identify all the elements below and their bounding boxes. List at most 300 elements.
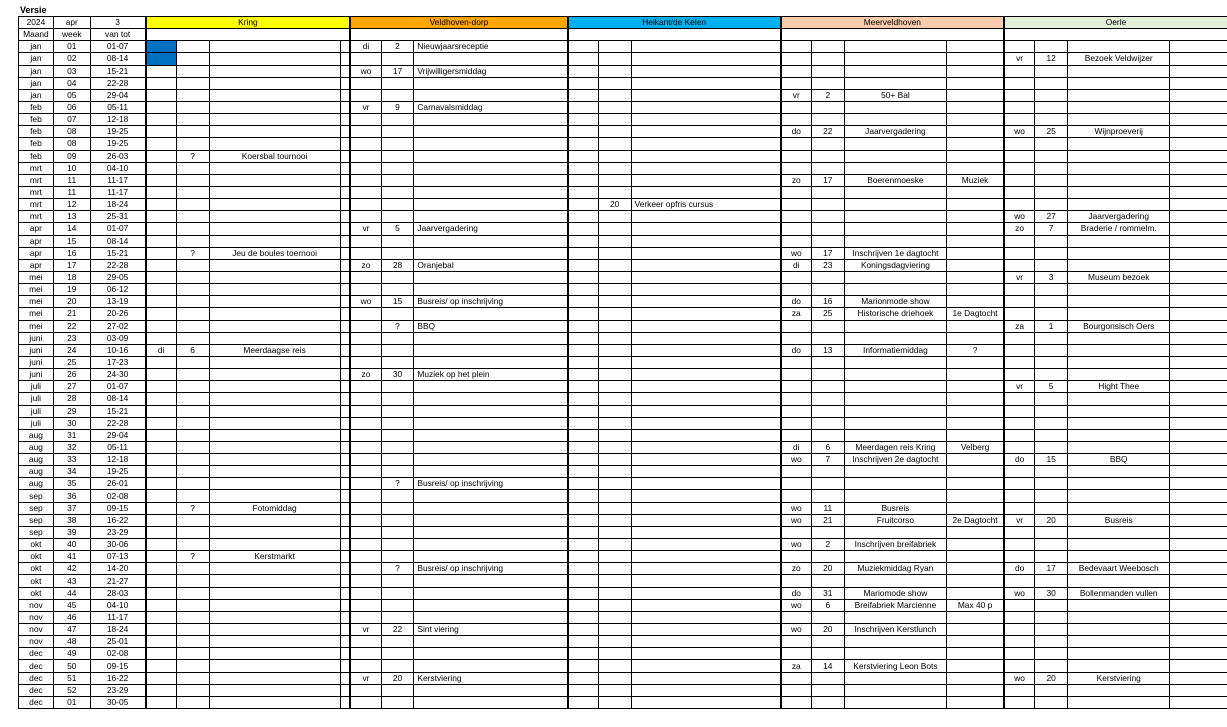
kring-day-cell (146, 575, 177, 587)
oerle-date-cell (1035, 259, 1068, 271)
kring-day-cell (146, 284, 177, 296)
oerle-spare-cell (1170, 575, 1227, 587)
veldhoven-date-cell: 5 (381, 223, 414, 235)
week-cell: 26 (53, 369, 90, 381)
range-cell: 27-02 (90, 320, 145, 332)
heikant-activity-cell (631, 563, 781, 575)
oerle-date-cell (1035, 41, 1068, 53)
table-row (19, 114, 1227, 126)
kring-activity-cell (209, 77, 340, 89)
meer-note-cell (947, 648, 1004, 660)
oerle-subheader (1004, 29, 1227, 41)
veldhoven-day-cell (350, 575, 381, 587)
heikant-date-cell (598, 284, 631, 296)
veldhoven-activity-cell (414, 539, 568, 551)
heikant-day-cell (568, 126, 599, 138)
heikant-date-cell (598, 526, 631, 538)
oerle-spare-cell (1170, 53, 1227, 65)
veldhoven-activity-cell (414, 235, 568, 247)
kring-date-cell (176, 296, 209, 308)
month-cell: okt (19, 539, 54, 551)
oerle-date-cell (1035, 247, 1068, 259)
oerle-date-cell (1035, 284, 1068, 296)
kring-date-cell (176, 429, 209, 441)
range-cell: 03-09 (90, 332, 145, 344)
week-cell: 15 (53, 235, 90, 247)
meer-date-cell (811, 162, 844, 174)
heikant-date-cell (598, 405, 631, 417)
kring-spare-cell (340, 405, 350, 417)
veldhoven-day-cell (350, 162, 381, 174)
heikant-date-cell (598, 672, 631, 684)
veldhoven-activity-cell (414, 636, 568, 648)
oerle-activity-cell (1068, 502, 1170, 514)
kring-spare-cell (340, 101, 350, 113)
heikant-date-cell (598, 551, 631, 563)
table-row (19, 369, 1227, 381)
week-cell: 29 (53, 405, 90, 417)
meer-activity-cell: Historische driehoek (844, 308, 946, 320)
table-row (19, 454, 1227, 466)
week-cell: 44 (53, 587, 90, 599)
heikant-activity-cell (631, 696, 781, 708)
veldhoven-date-cell (381, 660, 414, 672)
meer-date-cell (811, 101, 844, 113)
meer-day-cell: wo (781, 599, 812, 611)
heikant-day-cell (568, 429, 599, 441)
kring-date-cell (176, 199, 209, 211)
month-cell: dec (19, 696, 54, 708)
meer-activity-cell (844, 41, 946, 53)
heikant-date-cell (598, 539, 631, 551)
meer-day-cell (781, 429, 812, 441)
oerle-activity-cell: BBQ (1068, 454, 1170, 466)
meer-date-cell: 25 (811, 308, 844, 320)
range-cell: 08-14 (90, 235, 145, 247)
kring-day-cell (146, 514, 177, 526)
meer-subheader (781, 29, 1004, 41)
oerle-day-cell (1004, 417, 1035, 429)
meer-day-cell: zo (781, 563, 812, 575)
kring-spare-cell (340, 65, 350, 77)
oerle-date-cell (1035, 599, 1068, 611)
table-row (19, 356, 1227, 368)
oerle-date-cell: 15 (1035, 454, 1068, 466)
oerle-day-cell (1004, 441, 1035, 453)
kring-spare-cell (340, 259, 350, 271)
veldhoven-activity-cell: Busreis/ op inschrijving (414, 563, 568, 575)
meer-note-cell (947, 478, 1004, 490)
meer-activity-cell (844, 417, 946, 429)
veldhoven-activity-cell (414, 138, 568, 150)
kring-activity-cell (209, 186, 340, 198)
veldhoven-date-cell (381, 174, 414, 186)
month-cell: feb (19, 138, 54, 150)
range-cell: 04-10 (90, 599, 145, 611)
veldhoven-activity-cell (414, 199, 568, 211)
kring-spare-cell (340, 77, 350, 89)
meer-activity-cell (844, 53, 946, 65)
heikant-activity-cell (631, 101, 781, 113)
veldhoven-day-cell: vr (350, 223, 381, 235)
oerle-day-cell (1004, 660, 1035, 672)
meer-activity-cell: Meerdagen reis Kring (844, 441, 946, 453)
oerle-activity-cell (1068, 356, 1170, 368)
heikant-day-cell (568, 514, 599, 526)
heikant-activity-cell (631, 417, 781, 429)
oerle-activity-cell (1068, 696, 1170, 708)
veldhoven-date-cell (381, 551, 414, 563)
month-cell: okt (19, 551, 54, 563)
veldhoven-date-cell (381, 587, 414, 599)
kring-date-cell (176, 126, 209, 138)
month-cell: nov (19, 599, 54, 611)
kring-spare-cell (340, 223, 350, 235)
range-cell: 24-30 (90, 369, 145, 381)
table-row (19, 466, 1227, 478)
veldhoven-date-cell (381, 186, 414, 198)
veldhoven-day-cell (350, 660, 381, 672)
heikant-activity-cell (631, 502, 781, 514)
meer-day-cell (781, 636, 812, 648)
meer-activity-cell: Muziekmiddag Ryan (844, 563, 946, 575)
month-cell: mrt (19, 162, 54, 174)
meer-date-cell (811, 211, 844, 223)
kring-activity-cell (209, 235, 340, 247)
kring-day-cell (146, 563, 177, 575)
veldhoven-day-cell (350, 587, 381, 599)
oerle-day-cell (1004, 247, 1035, 259)
heikant-day-cell (568, 599, 599, 611)
heikant-day-cell (568, 150, 599, 162)
oerle-activity-cell: Braderie / rommelm. (1068, 223, 1170, 235)
kring-activity-cell (209, 199, 340, 211)
heikant-activity-cell (631, 235, 781, 247)
kring-date-cell (176, 332, 209, 344)
oerle-spare-cell (1170, 247, 1227, 259)
month-cell: aug (19, 454, 54, 466)
month-cell: juli (19, 393, 54, 405)
kring-day-cell (146, 65, 177, 77)
veldhoven-date-cell (381, 684, 414, 696)
veldhoven-day-cell (350, 502, 381, 514)
month-cell: jan (19, 65, 54, 77)
oerle-day-cell (1004, 478, 1035, 490)
week-cell: 19 (53, 284, 90, 296)
veldhoven-date-cell (381, 344, 414, 356)
table-row (19, 587, 1227, 599)
meer-day-cell (781, 332, 812, 344)
meer-note-cell (947, 284, 1004, 296)
heikant-date-cell (598, 478, 631, 490)
kring-activity-cell (209, 405, 340, 417)
kring-activity-cell (209, 563, 340, 575)
kring-activity-cell (209, 308, 340, 320)
oerle-spare-cell (1170, 296, 1227, 308)
veldhoven-date-cell: 28 (381, 259, 414, 271)
oerle-date-cell (1035, 296, 1068, 308)
month-cell: mei (19, 308, 54, 320)
oerle-spare-cell (1170, 514, 1227, 526)
oerle-day-cell (1004, 89, 1035, 101)
kring-day-cell (146, 648, 177, 660)
heikant-date-cell (598, 332, 631, 344)
veldhoven-date-cell: 15 (381, 296, 414, 308)
meer-activity-cell (844, 684, 946, 696)
kring-day-cell (146, 441, 177, 453)
oerle-spare-cell (1170, 417, 1227, 429)
oerle-date-cell: 3 (1035, 271, 1068, 283)
kring-activity-cell (209, 356, 340, 368)
week-cell: 23 (53, 332, 90, 344)
month-cell: jan (19, 77, 54, 89)
kring-date-cell (176, 369, 209, 381)
week-cell: 04 (53, 77, 90, 89)
veldhoven-day-cell: vr (350, 624, 381, 636)
month-cell: feb (19, 101, 54, 113)
table-row (19, 174, 1227, 186)
meer-note-cell (947, 490, 1004, 502)
kring-day-cell (146, 660, 177, 672)
veldhoven-date-cell (381, 454, 414, 466)
heikant-activity-cell (631, 393, 781, 405)
oerle-spare-cell (1170, 660, 1227, 672)
table-row (19, 478, 1227, 490)
oerle-day-cell (1004, 101, 1035, 113)
heikant-activity-cell (631, 126, 781, 138)
heikant-activity-cell (631, 539, 781, 551)
heikant-activity-cell (631, 381, 781, 393)
week-cell: 45 (53, 599, 90, 611)
week-cell: 48 (53, 636, 90, 648)
heikant-date-cell (598, 466, 631, 478)
heikant-activity-cell (631, 369, 781, 381)
meer-note-cell (947, 114, 1004, 126)
table-row (19, 296, 1227, 308)
heikant-day-cell (568, 77, 599, 89)
range-cell: 16-22 (90, 514, 145, 526)
meer-activity-cell: 50+ Bal (844, 89, 946, 101)
heikant-day-cell (568, 454, 599, 466)
month-cell: apr (19, 247, 54, 259)
heikant-date-cell (598, 259, 631, 271)
oerle-day-cell (1004, 65, 1035, 77)
kring-date-cell (176, 611, 209, 623)
kring-spare-cell (340, 563, 350, 575)
kring-date-cell (176, 539, 209, 551)
kring-activity-cell (209, 417, 340, 429)
oerle-spare-cell (1170, 259, 1227, 271)
meer-activity-cell: Inschrijven 1e dagtocht (844, 247, 946, 259)
heikant-activity-cell (631, 150, 781, 162)
kring-date-cell (176, 223, 209, 235)
meer-activity-cell (844, 114, 946, 126)
meer-note-cell (947, 356, 1004, 368)
veldhoven-date-cell (381, 356, 414, 368)
kring-day-cell (146, 138, 177, 150)
week-cell: 16 (53, 247, 90, 259)
kring-day-cell (146, 259, 177, 271)
kring-activity-cell (209, 65, 340, 77)
kring-activity-cell (209, 284, 340, 296)
meer-day-cell (781, 101, 812, 113)
range-cell: 15-21 (90, 65, 145, 77)
kring-spare-cell (340, 660, 350, 672)
meer-activity-cell (844, 138, 946, 150)
oerle-activity-cell (1068, 65, 1170, 77)
range-cell: 23-29 (90, 684, 145, 696)
oerle-date-cell (1035, 332, 1068, 344)
week-cell: 08 (53, 138, 90, 150)
oerle-activity-cell (1068, 174, 1170, 186)
kring-date-cell (176, 53, 209, 65)
veldhoven-day-cell (350, 211, 381, 223)
range-cell: 28-03 (90, 587, 145, 599)
table-row (19, 332, 1227, 344)
heikant-date-cell (598, 41, 631, 53)
meer-note-cell (947, 587, 1004, 599)
oerle-spare-cell (1170, 539, 1227, 551)
meer-activity-cell: Inschrijven breifabriek (844, 539, 946, 551)
meer-note-cell (947, 393, 1004, 405)
kring-spare-cell (340, 514, 350, 526)
meer-date-cell (811, 138, 844, 150)
kring-activity-cell (209, 624, 340, 636)
kring-spare-cell (340, 308, 350, 320)
heikant-day-cell (568, 89, 599, 101)
veldhoven-date-cell (381, 405, 414, 417)
month-cell: dec (19, 672, 54, 684)
kring-day-cell (146, 587, 177, 599)
oerle-day-cell: wo (1004, 587, 1035, 599)
meer-day-cell (781, 672, 812, 684)
heikant-date-cell (598, 611, 631, 623)
month-cell: dec (19, 684, 54, 696)
veldhoven-day-cell (350, 405, 381, 417)
kring-spare-cell (340, 466, 350, 478)
veldhoven-date-cell (381, 150, 414, 162)
oerle-activity-cell (1068, 417, 1170, 429)
veldhoven-activity-cell (414, 405, 568, 417)
meer-activity-cell (844, 223, 946, 235)
kring-spare-cell (340, 199, 350, 211)
kring-date-cell (176, 174, 209, 186)
oerle-spare-cell (1170, 101, 1227, 113)
kring-spare-cell (340, 235, 350, 247)
heikant-day-cell (568, 696, 599, 708)
meer-activity-cell (844, 526, 946, 538)
range-cell: 29-05 (90, 271, 145, 283)
meer-day-cell: za (781, 308, 812, 320)
kring-date-cell (176, 563, 209, 575)
heikant-activity-cell (631, 672, 781, 684)
meer-date-cell (811, 356, 844, 368)
meer-day-cell: wo (781, 539, 812, 551)
kring-day-cell: di (146, 344, 177, 356)
heikant-day-cell (568, 393, 599, 405)
range-cell: 02-08 (90, 490, 145, 502)
meer-note-cell (947, 611, 1004, 623)
veldhoven-activity-cell (414, 344, 568, 356)
veldhoven-activity-cell (414, 648, 568, 660)
veldhoven-date-cell (381, 575, 414, 587)
kring-date-cell (176, 587, 209, 599)
kring-activity-cell: Meerdaagse reis (209, 344, 340, 356)
meer-note-cell (947, 296, 1004, 308)
oerle-activity-cell (1068, 393, 1170, 405)
meer-note-cell (947, 41, 1004, 53)
veldhoven-date-cell (381, 53, 414, 65)
range-cell: 11-17 (90, 174, 145, 186)
month-cell: sep (19, 502, 54, 514)
oerle-date-cell (1035, 551, 1068, 563)
meer-activity-cell (844, 162, 946, 174)
table-row (19, 514, 1227, 526)
week-cell: 30 (53, 417, 90, 429)
kring-spare-cell (340, 381, 350, 393)
oerle-activity-cell: Bedevaart Weebosch (1068, 563, 1170, 575)
kring-spare-cell (340, 526, 350, 538)
month-cell: okt (19, 575, 54, 587)
kring-spare-cell (340, 344, 350, 356)
oerle-day-cell (1004, 611, 1035, 623)
heikant-activity-cell (631, 53, 781, 65)
kring-day-cell (146, 672, 177, 684)
heikant-activity-cell (631, 65, 781, 77)
oerle-date-cell (1035, 405, 1068, 417)
meer-date-cell (811, 429, 844, 441)
week-cell: 11 (53, 186, 90, 198)
kring-day-cell (146, 417, 177, 429)
oerle-day-cell (1004, 138, 1035, 150)
heikant-day-cell (568, 320, 599, 332)
table-row (19, 150, 1227, 162)
kring-activity-cell: Fotomiddag (209, 502, 340, 514)
oerle-day-cell (1004, 405, 1035, 417)
table-row (19, 211, 1227, 223)
meer-day-cell (781, 284, 812, 296)
veldhoven-date-cell (381, 381, 414, 393)
veldhoven-activity-cell (414, 247, 568, 259)
meer-day-cell (781, 611, 812, 623)
heikant-day-cell (568, 235, 599, 247)
meer-day-cell (781, 648, 812, 660)
meer-note-cell (947, 381, 1004, 393)
heikant-activity-cell (631, 284, 781, 296)
table-row (19, 162, 1227, 174)
kring-spare-cell (340, 332, 350, 344)
kring-spare-cell (340, 672, 350, 684)
week-cell: 46 (53, 611, 90, 623)
heikant-date-cell (598, 393, 631, 405)
week-cell: 25 (53, 356, 90, 368)
veldhoven-activity-cell (414, 150, 568, 162)
oerle-activity-cell: Busreis (1068, 514, 1170, 526)
meer-date-cell: 23 (811, 259, 844, 271)
heikant-date-cell (598, 636, 631, 648)
kring-date-cell: 6 (176, 344, 209, 356)
oerle-date-cell (1035, 696, 1068, 708)
veldhoven-activity-cell (414, 514, 568, 526)
day-cell: 3 (90, 17, 145, 29)
kring-activity-cell (209, 53, 340, 65)
veldhoven-activity-cell: Oranjebal (414, 259, 568, 271)
kring-date-cell (176, 89, 209, 101)
heikant-activity-cell (631, 344, 781, 356)
veldhoven-date-cell: 17 (381, 65, 414, 77)
kring-day-cell (146, 174, 177, 186)
heikant-day-cell (568, 490, 599, 502)
